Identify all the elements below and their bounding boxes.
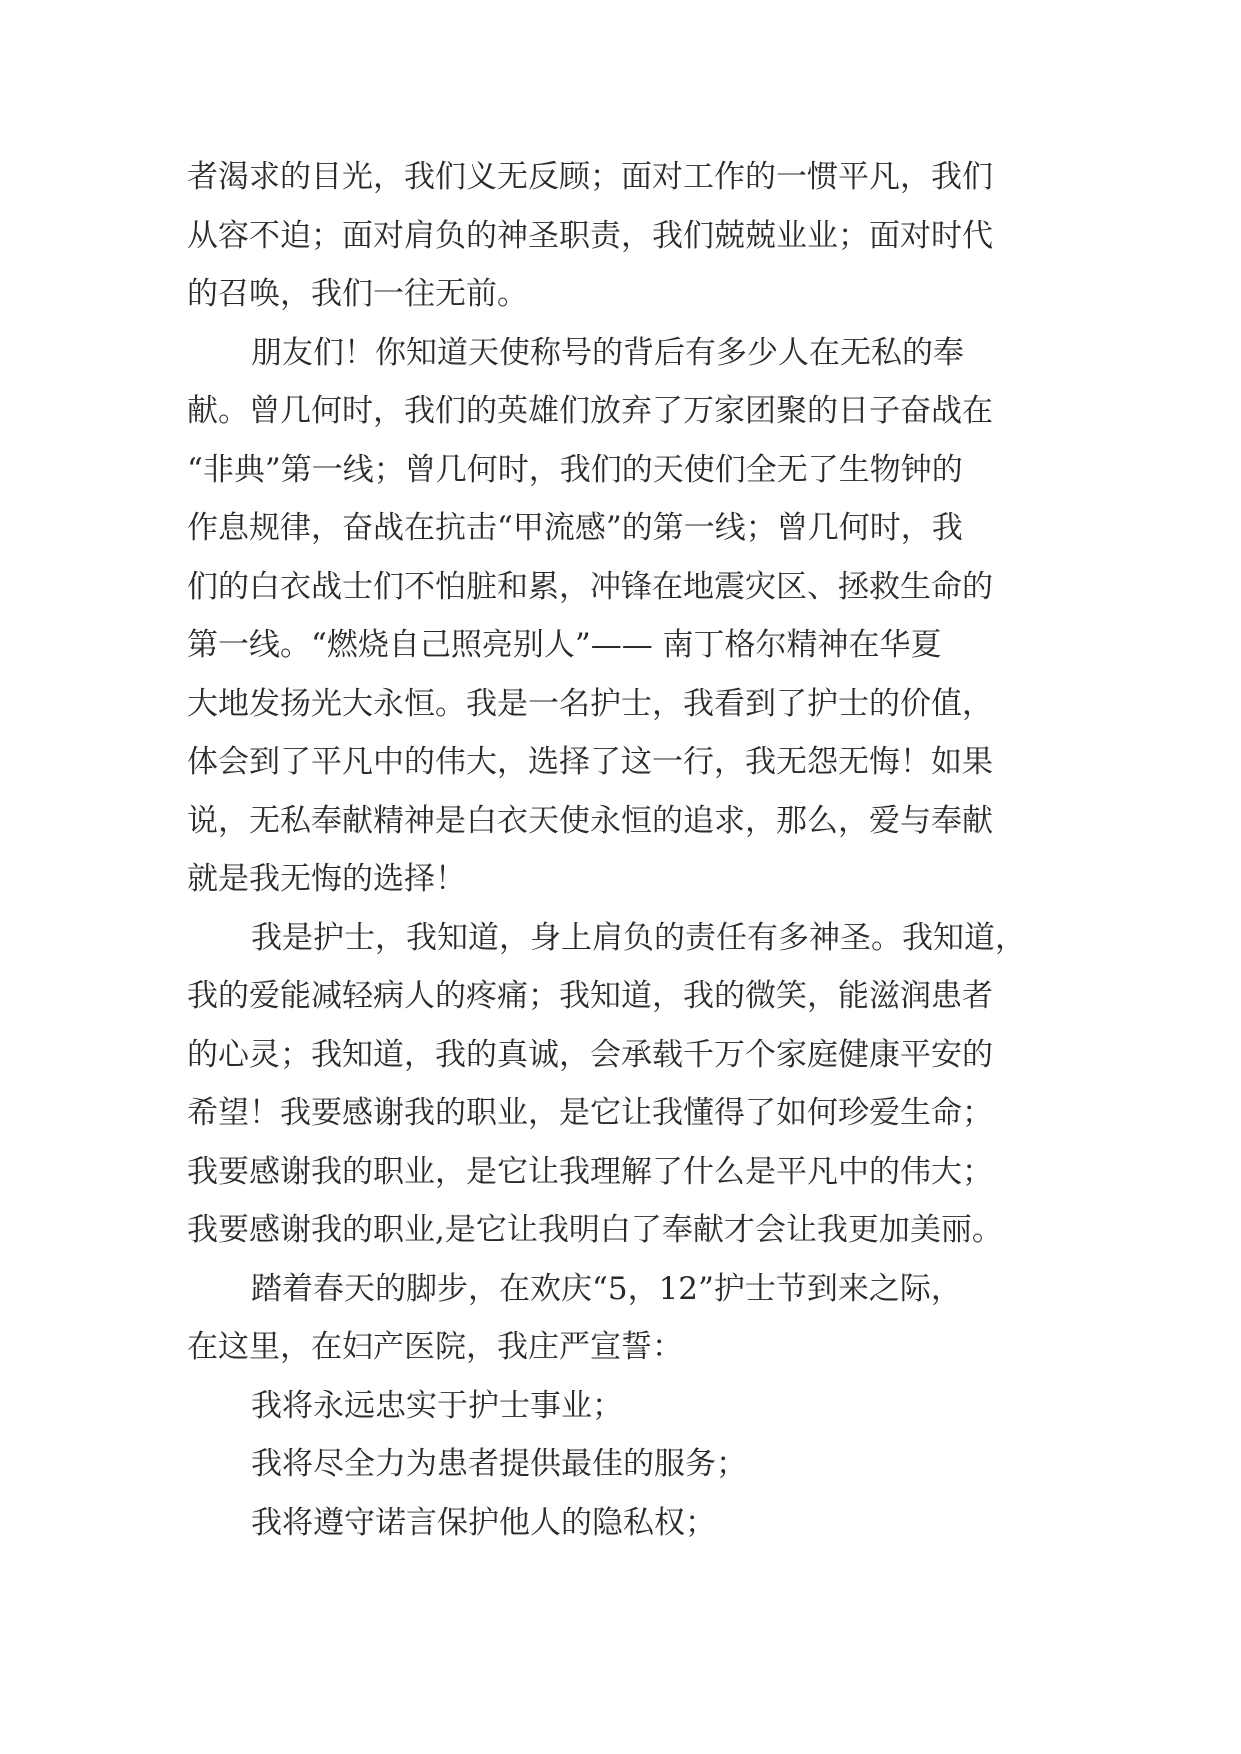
document-body <box>187 148 1067 1552</box>
text-line: 就是我无悔的选择！ <box>187 861 466 897</box>
text-line: 的召唤，我们一往无前。 <box>187 276 528 312</box>
oath-line: 我将遵守诺言保护他人的隐私权； <box>251 1504 716 1541</box>
paragraph-start-line: 朋友们！你知道天使称号的背后有多少人在无私的奉 <box>251 334 964 371</box>
text-line: 体会到了平凡中的伟大，选择了这一行，我无怨无悔！如果 <box>187 744 993 780</box>
text-line: 献。曾几何时，我们的英雄们放弃了万家团聚的日子奋战在 <box>187 393 993 429</box>
paragraph-start-line: 我是护士，我知道，身上肩负的责任有多神圣。我知道， <box>251 919 1026 956</box>
text-line: “非典”第一线；曾几何时，我们的天使们全无了生物钟的 <box>187 451 963 488</box>
text-line: 我要感谢我的职业，是它让我理解了什么是平凡中的伟大； <box>187 1153 993 1190</box>
text-line: 说，无私奉献精神是白衣天使永恒的追求，那么，爱与奉献 <box>187 802 993 839</box>
oath-line: 我将尽全力为患者提供最佳的服务； <box>251 1446 747 1482</box>
text-line: 从容不迫；面对肩负的神圣职责，我们兢兢业业；面对时代 <box>187 217 993 254</box>
text-line: 的心灵；我知道，我的真诚，会承载千万个家庭健康平安的 <box>187 1036 993 1073</box>
oath-line: 我将永远忠实于护士事业； <box>251 1387 623 1424</box>
text-line: 们的白衣战士们不怕脏和累，冲锋在地震灾区、拯救生命的 <box>187 568 993 605</box>
paragraph-start-line: 踏着春天的脚步，在欢庆“5，12”护士节到来之际， <box>251 1270 962 1307</box>
text-line: 在这里，在妇产医院，我庄严宣誓： <box>187 1329 683 1365</box>
text-line: 第一线。“燃烧自己照亮别人”—— 南丁格尔精神在华夏 <box>187 627 942 663</box>
text-line: 作息规律，奋战在抗击“甲流感”的第一线；曾几何时，我 <box>187 510 963 546</box>
text-line: 大地发扬光大永恒。我是一名护士，我看到了护士的价值， <box>187 685 993 722</box>
text-line: 我要感谢我的职业,是它让我明白了奉献才会让我更加美丽。 <box>187 1212 1003 1248</box>
text-line: 者渴求的目光，我们义无反顾；面对工作的一惯平凡，我们 <box>187 159 993 195</box>
text-line: 希望！我要感谢我的职业，是它让我懂得了如何珍爱生命； <box>187 1095 993 1131</box>
text-line: 我的爱能减轻病人的疼痛；我知道，我的微笑，能滋润患者 <box>187 978 993 1014</box>
